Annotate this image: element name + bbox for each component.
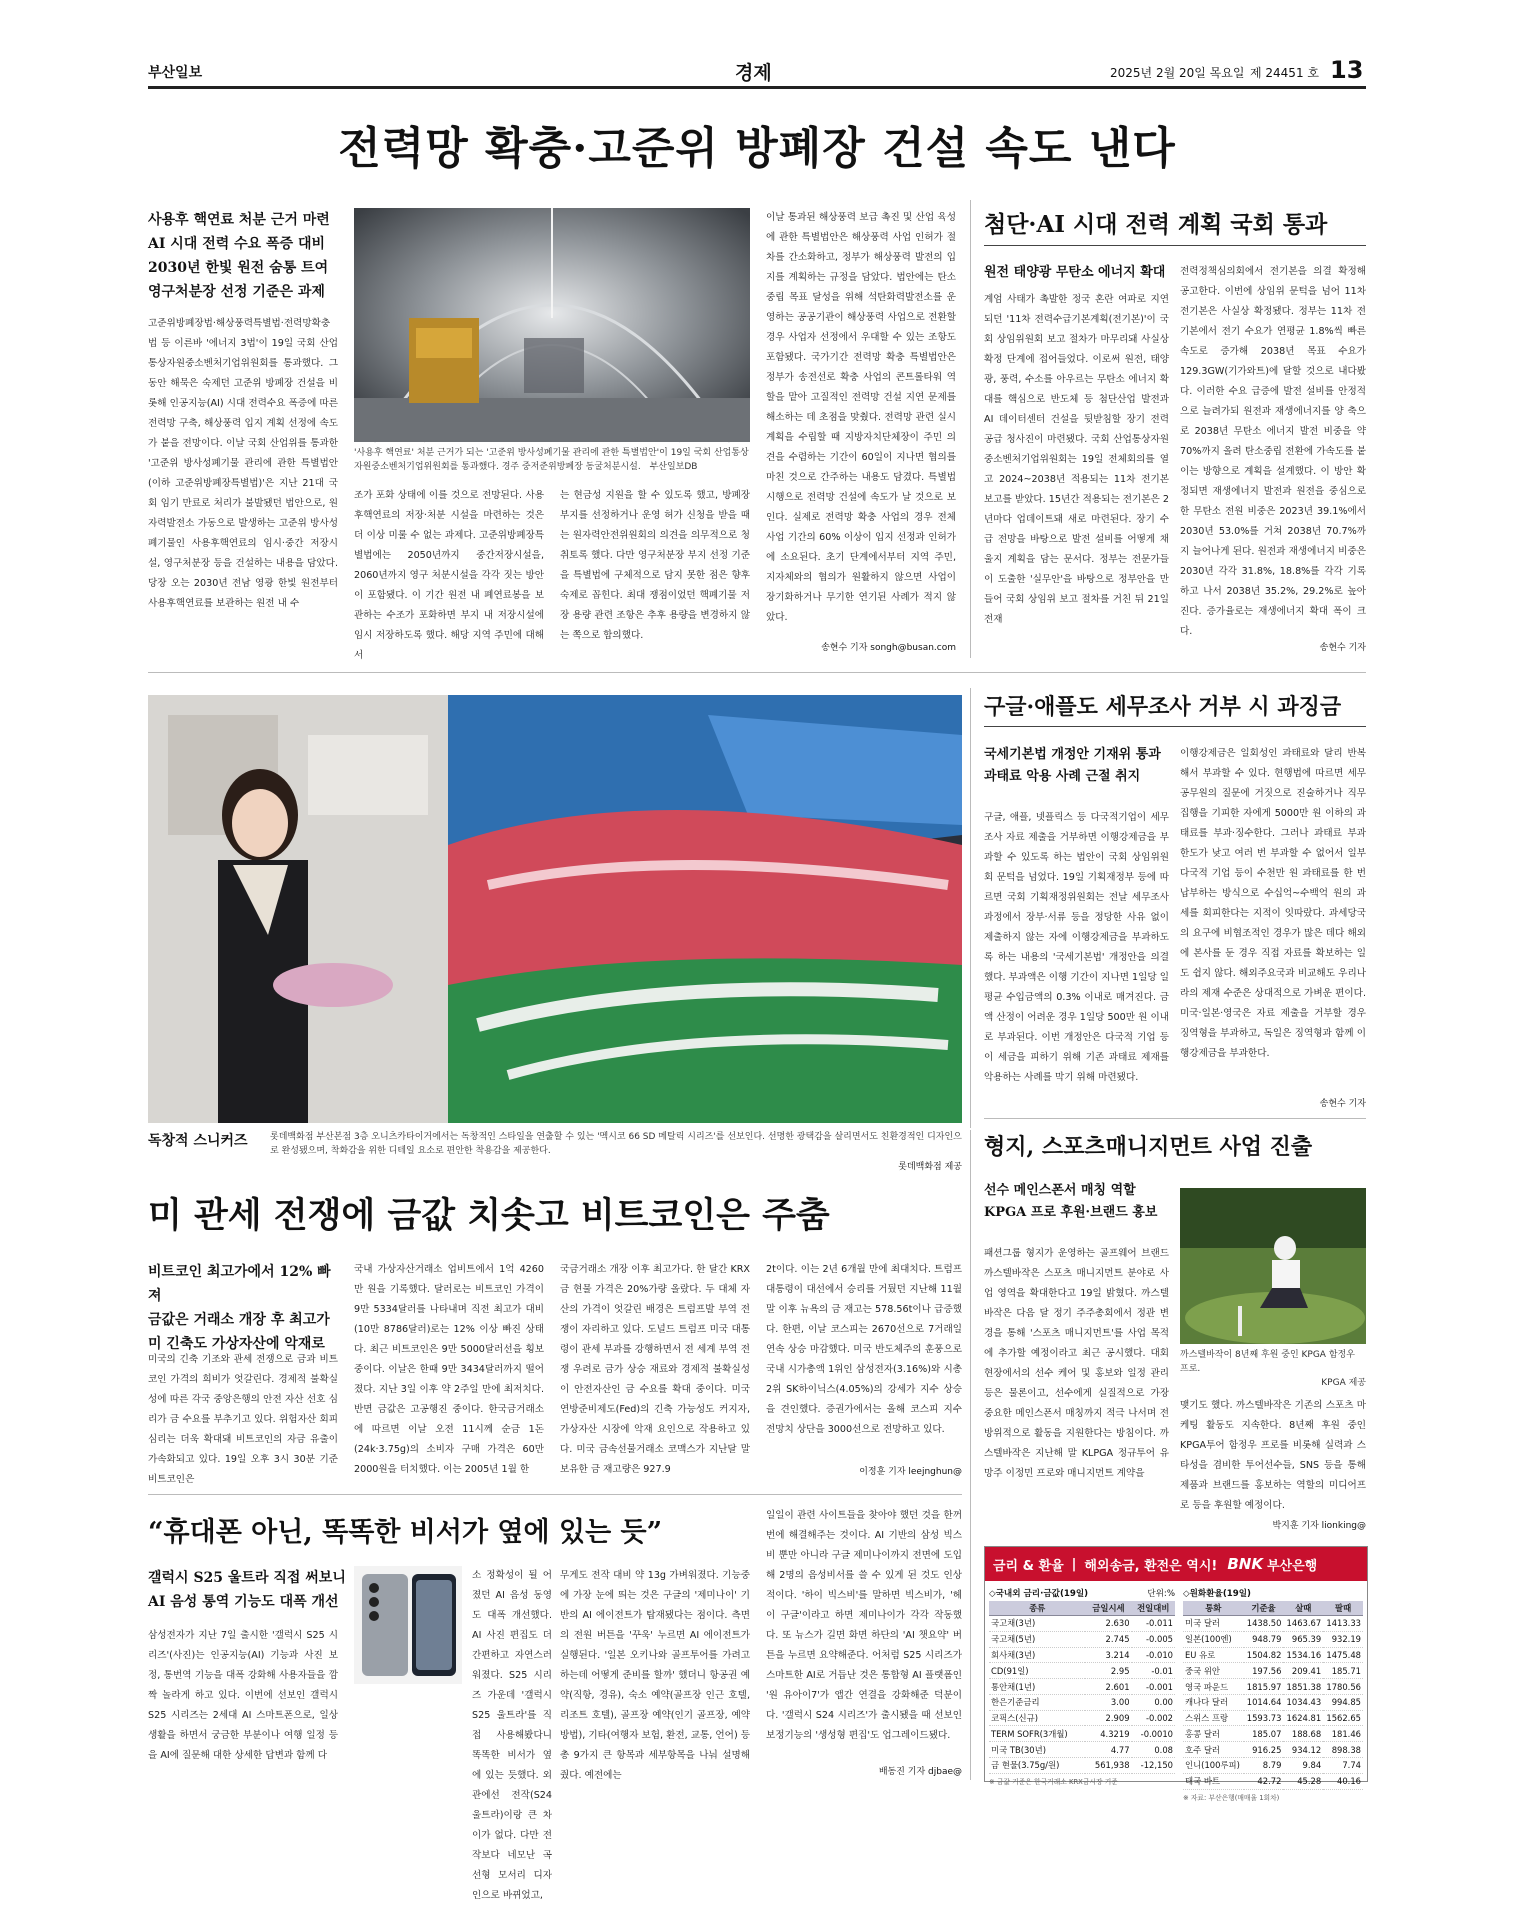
issue-date: 2025년 2월 20일 목요일 <box>1110 66 1245 80</box>
rates-row <box>989 1726 1175 1742</box>
table-cell: 1475.48 <box>1323 1647 1363 1663</box>
golf-sub <box>984 1180 1169 1224</box>
table-cell: 1593.73 <box>1244 1710 1284 1726</box>
fx-row <box>1183 1742 1363 1758</box>
rates-row <box>989 1679 1175 1695</box>
table-cell: 1780.56 <box>1323 1679 1363 1695</box>
lead-line: 금값은 거래소 개장 후 최고가 <box>148 1312 330 1328</box>
phone-byline: 배동진 기자 djbae@ <box>878 1767 962 1777</box>
tax-sub-line: 국세기본법 개정안 기재위 통과 <box>984 747 1161 762</box>
rates-row <box>989 1631 1175 1647</box>
rates-row <box>989 1663 1175 1679</box>
table-cell: 932.19 <box>1323 1631 1363 1647</box>
tax-sub-line: 과태료 악용 사례 근절 취지 <box>984 769 1141 784</box>
main-col-4: 이날 통과된 해상풍력 보급 촉진 및 산업 육성에 관한 특별법안은 해상풍력 사업 인허가 절차를 간소화하고, 정부가 해상풍력 발전의 입지를 계획하는 규정을 담았다. 법안에는 탄소중립 목표 달성을 위해 석탄화력발전소를 운영하는 공공기관이 해상풍력 사업으로 전환할 경우 사업자 선정에서 우대할 수 있는 조항도 포함됐다. 국가기간 전력망 확충 특별법안은 정부가 송전선로 확충 사업의 콘트롤타워 역할을 맡아 고질적인 전력망 건설 지연 문제를 해소하는 데 초점을 맞췄다. 전력망 관련 실시계획을 수립할 때 지방자치단체장이 주민 의견을 수렴하는 기간이 60일이 지나면 협의를 마친 것으로 간주하는 내용도 담겼다. 특별법 시행으로 전력망 건설에 속도가 날 것으로 보인다. 실제로 전력망 확충 사업의 경우 전체 사업 기간의 60% 이상이 입지 선정과 인허가에 소요된다. 초기 단계에서부터 지역 주민, 지자체와의 협의가 원활하지 않으면 사업이 장기화하거나 무기한 연기된 사례가 적지 않았다. <box>766 212 956 623</box>
table-cell: -0.01 <box>1132 1663 1175 1679</box>
rates-note: ※ 금값 기준은 한국거래소 KRX금시장 기준 <box>989 1777 1118 1786</box>
section-rule <box>148 672 1366 673</box>
table-cell: 1624.81 <box>1283 1710 1323 1726</box>
fx-panel <box>1183 1587 1363 1802</box>
table-cell: 197.56 <box>1244 1663 1284 1679</box>
table-cell: 코픽스(신규) <box>989 1710 1085 1726</box>
column-divider <box>970 1130 971 1780</box>
rates-box <box>984 1546 1368 1802</box>
phone-col-2a: 소 정확성이 될 어졌던 AI 음성 동영도 대폭 개선했다. AI 사진 편집도 더 간편하고 자연스러워졌다. S25 시리즈 가운데 '갤럭시 S25 울트라'를 직접 사용해봤다니 똑똑한 비서가 옆에 있는 듯했다. 외관에선 전작(S24 울트라)이랑 큰 차이가 없다. 다만 전작보다 네모난 곡선형 모서리 디자인으로 바뀌었고, <box>472 1570 552 1901</box>
phone-col-1: 삼성전자가 지난 7일 출시한 '갤럭시 S25 시리즈'(사진)는 인공지능(AI) 기능과 사진 보정, 통번역 기능을 대폭 강화해 사용자들을 깜짝 놀라게 하고 있다. 이번에 선보인 갤럭시 S25 시리즈는 2세대 AI 스마트폰으로, 일상 생활을 하면서 궁금한 부분이나 여행 일정 등을 AI에 질문해 대한 상세한 답변과 함께 다 <box>148 1630 338 1761</box>
table-cell: 호주 달러 <box>1183 1742 1244 1758</box>
ai-rule <box>984 245 1366 246</box>
tunnel-caption <box>354 446 750 474</box>
section-rule <box>984 1118 1366 1119</box>
table-cell: 0.08 <box>1132 1742 1175 1758</box>
rates-row <box>989 1742 1175 1758</box>
ai-col-1: 계엄 사태가 촉발한 정국 혼란 여파로 지연되던 '11차 전력수급기본계획(전기본)'이 국회 상임위원회 보고 절차가 마무리돼 사실상 확정 단계에 접어들었다. 이로써 원전, 태양광, 풍력, 수소를 아우르는 무탄소 에너지 확대를 핵심으로 반도체 등 첨단산업 발전과 AI 데이터센터 건설을 뒷받침할 장기 전력 공급 청사진이 마련됐다. 국회 산업통상자원중소벤처기업위원회는 19일 전체회의를 열고 2024~2038년 적용되는 11차 전기본 보고를 받았다. 15년간 적용되는 전기본은 2년마다 업데이트돼 새로 마련된다. 장기 수급 전망을 바탕으로 발전 설비를 어떻게 채울지 계획을 담는 문서다. 정부는 전문가들이 도출한 '실무안'을 바탕으로 정부안을 만들어 국회 상임위 보고 절차를 거친 뒤 21일 전재 <box>984 294 1169 625</box>
lead-line: 사용후 핵연료 처분 근거 마련 <box>148 212 330 228</box>
fx-table <box>1183 1601 1363 1790</box>
table-cell: 994.85 <box>1323 1694 1363 1710</box>
lead-line: 2030년 한빛 원전 숨통 트여 <box>148 260 329 276</box>
table-header-cell: 금일시세 <box>1085 1601 1131 1616</box>
table-cell: 2.745 <box>1085 1631 1131 1647</box>
fx-title: ◇원화환율(19일) <box>1183 1589 1251 1599</box>
ai-byline: 송현수 기자 <box>1319 643 1366 653</box>
section-name: 경제 <box>735 62 772 84</box>
table-cell: 898.38 <box>1323 1742 1363 1758</box>
table-cell: 2.630 <box>1085 1616 1131 1632</box>
rates-row <box>989 1710 1175 1726</box>
golf-caption <box>1180 1348 1366 1390</box>
table-cell: -0.002 <box>1132 1710 1175 1726</box>
table-cell: 42.72 <box>1244 1773 1284 1789</box>
table-header-cell: 통화 <box>1183 1601 1244 1616</box>
rates-row <box>989 1758 1175 1774</box>
golf-sub-line: KPGA 프로 후원·브랜드 홍보 <box>984 1205 1158 1220</box>
main-lead <box>148 208 338 304</box>
table-cell: 영국 파운드 <box>1183 1679 1244 1695</box>
phone-photo <box>354 1566 462 1684</box>
main-col-2: 조가 포화 상태에 이를 것으로 전망된다. 사용후핵연료의 저장·처분 시설을 마련하는 것은 더 이상 미룰 수 없는 과제다. 고준위방폐장특별법에는 2050년까지 중간저장시설을, 2060년까지 영구 처분시설을 각각 짓는 방안이 포함됐다. 이 기간 원전 내 폐연료봉을 보관하는 수조가 포화하면 부지 내 저장시설에 임시 저장하도록 했다. 해당 지역 주민에 대해서 <box>354 490 544 661</box>
table-cell: 금 현물(3.75g/원) <box>989 1758 1085 1774</box>
sneaker-caption: 롯데백화점 부산본점 3층 오니츠카타이거에서는 독창적인 스타일을 연출할 수 있는 '멕시코 66 SD 메탈릭 시리즈'를 선보인다. 선명한 광택감을 살리면서도 친환경적인 디자인으로 완성됐으며, 착화감을 위한 디테일 요소로 편안한 착용감을 제공한다. <box>270 1132 962 1156</box>
tax-col-1: 구글, 애플, 넷플릭스 등 다국적기업이 세무조사 자료 제출을 거부하면 이행강제금을 부과할 수 있도록 하는 법안이 국회 상임위원회 문턱을 넘었다. 19일 기획재정부 등에 따르면 국회 기획재정위원회는 전날 세무조사 과정에서 장부·서류 등을 정당한 사유 없이 제출하지 않는 자에 이행강제금을 부과하도록 하는 내용의 '국세기본법' 개정안을 의결했다. 부과액은 이행 기간이 지나면 1일당 일평균 수입금액의 0.3% 이내로 매겨진다. 금액 산정이 어려운 경우 1일당 500만 원 이내로 부과된다. 이번 개정안은 다국적 기업 등이 세금을 피하기 위해 기존 과태료 제재를 악용하는 사례를 막기 위해 마련됐다. <box>984 812 1169 1083</box>
table-header-cell: 팔때 <box>1323 1601 1363 1616</box>
main-col-1: 고준위방폐장법·해상풍력특별법·전력망확충법 등 이른바 '에너지 3법'이 19일 국회 산업통상자원중소벤처기업위원회를 통과했다. 그동안 해묵은 숙제던 고준위 방폐장 건설을 비롯해 인공지능(AI) 시대 전력수요 폭증에 따른 전력망 구축, 해상풍력 입지 계획 선정에 속도가 붙을 전망이다. 이날 국회 산업위를 통과한 '고준위 방사성폐기물 관리에 관한 특별법안(이하 고준위방폐장특별법)'은 지난 21대 국회 임기 만료로 처리가 불발됐던 법안으로, 원자력발전소 가동으로 발생하는 고준위 방사성폐기물인 사용후핵연료의 임시·중간 저장시설, 영구처분장 등을 건설하는 내용을 담았다. 당장 오는 2030년 전남 영광 한빛 원전부터 사용후핵연료를 보관하는 원전 내 수 <box>148 318 338 609</box>
table-cell: 인니(100루피) <box>1183 1758 1244 1774</box>
table-cell: 1534.16 <box>1283 1647 1323 1663</box>
sneaker-credit: 롯데백화점 제공 <box>898 1162 962 1172</box>
golf-caption-text: 까스텔바작이 8년째 후원 중인 KPGA 함정우 프로. <box>1180 1350 1355 1374</box>
rates-row <box>989 1616 1175 1632</box>
golf-credit: KPGA 제공 <box>1321 1378 1366 1388</box>
golf-photo <box>1180 1188 1366 1344</box>
fx-row <box>1183 1663 1363 1679</box>
table-cell: 국고채(3년) <box>989 1616 1085 1632</box>
fx-row <box>1183 1679 1363 1695</box>
fx-row <box>1183 1631 1363 1647</box>
lead-line: 미 긴축도 가상자산에 악재로 <box>148 1336 325 1352</box>
table-cell: CD(91일) <box>989 1663 1085 1679</box>
fx-row <box>1183 1758 1363 1774</box>
table-cell: 2.601 <box>1085 1679 1131 1695</box>
table-cell: 통안채(1년) <box>989 1679 1085 1695</box>
table-cell: 캐나다 달러 <box>1183 1694 1244 1710</box>
table-cell: EU 유로 <box>1183 1647 1244 1663</box>
column-divider <box>970 688 971 1128</box>
gold-col-2: 국내 가상자산거래소 업비트에서 1억 4260만 원을 기록했다. 달러로는 비트코인 가격이 9만 5334달러를 나타내며 직전 최고가 대비(10만 8786달러)로는 12% 이상 빠진 상태다. 최근 비트코인은 9만 5000달러선을 횡보 중이다. 이날은 한때 9만 3434달러까지 떨어졌다. 지난 3일 이후 약 2주일 만에 최저치다. 반면 금값은 고공행진 중이다. 한국금거래소에 따르면 이날 오전 11시께 순금 1돈(24k·3.75g)의 소비자 구매 가격은 60만 2000원을 터치했다. 이는 2005년 1월 한 <box>354 1264 544 1475</box>
table-cell: 1562.65 <box>1323 1710 1363 1726</box>
table-cell: 0.00 <box>1132 1694 1175 1710</box>
tax-rule <box>984 726 1366 727</box>
table-cell: 홍콩 달러 <box>1183 1726 1244 1742</box>
paper-name: 부산일보 <box>148 65 203 81</box>
table-header-cell: 종류 <box>989 1601 1085 1616</box>
table-cell: 965.39 <box>1283 1631 1323 1647</box>
golf-col-1: 패션그룹 형지가 운영하는 골프웨어 브랜드 까스텔바작은 스포츠 매니지먼트 분야로 사업 영역을 확대한다고 19일 밝혔다. 까스텔바작은 다음 달 정기 주주총회에서 정관 변경을 통해 '스포츠 매니지먼트'를 사업 목적에 추가할 예정이라고 최근 공시했다. 대회 현장에서의 선수 케어 및 홍보와 일정 관리 등은 물론이고, 선수에게 실질적으로 가장 중요한 메인스폰서 매칭까지 적극 나서며 전방위적으로 활동을 지원한다는 방침이다. 까스텔바작은 지난해 말 KLPGA 정규투어 유망주 이정민 프로와 매니지먼트 계약을 <box>984 1248 1169 1479</box>
table-cell: 태국 바트 <box>1183 1773 1244 1789</box>
rates-unit: 단위:% <box>1147 1589 1175 1599</box>
table-cell: 3.00 <box>1085 1694 1131 1710</box>
table-cell: 209.41 <box>1283 1663 1323 1679</box>
phone-col-4: 일일이 관련 사이트들을 찾아야 했던 것을 한꺼번에 해결해주는 것이다. AI 기반의 삼성 빅스비 뿐만 아니라 구글 제미나이까지 전면에 도입해 2명의 음성비서를 쓸 수 있게 된 것도 인상적이다. '하이 빅스비'를 말하면 빅스비가, '헤이 구글'이라고 하면 제미나이가 각각 작동했다. 또 뉴스가 길면 화면 하단의 'AI 챗요약' 버튼을 누르면 요약해준다. 어처럼 S25 시리즈가 스마트한 AI로 거듭난 것은 통합형 AI 플랫폼인 '원 유아이7'가 앱간 연결을 강화해준 덕분이다. '갤럭시 S24 시리즈'가 출시됐을 때 선보인 보정기능의 '생성형 편집'도 업그레이드됐다. <box>766 1510 962 1741</box>
fx-row <box>1183 1726 1363 1742</box>
ai-sub: 원전 태양광 무탄소 에너지 확대 <box>984 265 1166 280</box>
table-cell: 916.25 <box>1244 1742 1284 1758</box>
table-cell: 561,938 <box>1085 1758 1131 1774</box>
table-cell: 미국 달러 <box>1183 1616 1244 1632</box>
table-cell: TERM SOFR(3개월) <box>989 1726 1085 1742</box>
ai-col-2: 전력정책심의회에서 전기본을 의결 확정해 공고한다. 이번에 상임위 문턱을 넘어 11차 전기본은 사실상 확정됐다. 정부는 11차 전기본에서 전기 수요가 연평균 1.8%씩 빠른 속도로 증가해 2038년 목표 수요가 129.3GW(기가와트)에 달할 것으로 내다봤다. 이러한 수요 급증에 발전 설비를 안정적으로 늘려가되 원전과 재생에너지를 양 축으로 2038년 무탄소 에너지 발전 비중을 약 70%까지 올려 탄소중립 전환에 가속도를 붙이는 방향으로 계획을 설계했다. 이 방안 확정되면 재생에너지 발전과 원전을 중심으로 한 무탄소 전원 비중은 2023년 39.1%에서 2030년 53.0%를 거쳐 2038년 70.7%까지 늘어나게 된다. 원전과 재생에너지 비중은 2030년 각각 31.8%, 18.8%를 각각 기록하고 나서 2038년 35.2%, 29.2%로 높아진다. 증가율로는 재생에너지 확대 폭이 크다. <box>1180 266 1366 637</box>
fx-row <box>1183 1694 1363 1710</box>
rates-table <box>989 1601 1175 1774</box>
main-col-3: 는 현금성 지원을 할 수 있도록 했고, 방폐장 부지를 선정하거나 운영 허가 신청을 받을 때는 원자력안전위원회의 의견을 의무적으로 청취토록 했다. 다만 영구처분장 부지 선정 기준을 특별법에 구체적으로 담지 못한 점은 향후 숙제로 꼽힌다. 최대 쟁점이었던 핵폐기물 저장 용량 관련 조항은 추후 용량을 변경하지 않는 쪽으로 합의했다. <box>560 490 750 641</box>
banner-slogan: 해외송금, 환전은 역시! <box>1084 1558 1218 1574</box>
table-header-cell: 전일대비 <box>1132 1601 1175 1616</box>
golf-sub-line: 선수 메인스폰서 매칭 역할 <box>984 1183 1136 1198</box>
table-cell: 회사채(3년) <box>989 1647 1085 1663</box>
fx-row <box>1183 1773 1363 1789</box>
gold-byline: 이정훈 기자 leejnghun@ <box>859 1467 962 1477</box>
table-cell: -0.005 <box>1132 1631 1175 1647</box>
table-cell: 948.79 <box>1244 1631 1284 1647</box>
rates-row <box>989 1694 1175 1710</box>
table-cell: 9.84 <box>1283 1758 1323 1774</box>
table-cell: -0.001 <box>1132 1679 1175 1695</box>
lead-line: 갤럭시 S25 울트라 직접 써보니 <box>148 1570 346 1586</box>
table-cell: 중국 위안 <box>1183 1663 1244 1679</box>
table-cell: -0.011 <box>1132 1616 1175 1632</box>
table-cell: 1504.82 <box>1244 1647 1284 1663</box>
table-cell: 185.71 <box>1323 1663 1363 1679</box>
tunnel-caption-text: '사용후 핵연료' 처분 근거가 되는 '고준위 방사성폐기물 관리에 관한 특별법안'이 19일 국회 산업통상자원중소벤처기업위원회를 통과했다. 경주 중저준위방폐장 동굴처분시설. <box>354 448 749 472</box>
masthead-rule <box>148 86 1366 89</box>
tax-headline: 구글·애플도 세무조사 거부 시 과징금 <box>984 694 1342 720</box>
phone-headline: “휴대폰 아닌, 똑똑한 비서가 옆에 있는 듯” <box>148 1517 663 1548</box>
table-cell: 3.214 <box>1085 1647 1131 1663</box>
table-cell: 국고채(5년) <box>989 1631 1085 1647</box>
banner-title: 금리 & 환율 <box>993 1558 1064 1574</box>
table-cell: 2.95 <box>1085 1663 1131 1679</box>
table-cell: 185.07 <box>1244 1726 1284 1742</box>
sneaker-photo <box>148 695 962 1123</box>
column-divider <box>970 200 971 658</box>
phone-col-3: 무게도 전작 대비 약 13g 가벼워졌다. 기능중에 가장 눈에 띄는 것은 구글의 '제미나이' 기반의 AI 에이전트가 탑재됐다는 점이다. 측면의 전원 버튼을 '꾸욱' 누르면 AI 에이전트가 실행된다. '일본 오키나와 골프투어를 가려고 하는데 어떻게 준비를 할까' 했더니 항공권 예약(직항, 경유), 숙소 예약(골프장 인근 호텔, 리조트 호텔), 골프장 예약(인기 골프장, 예약방법), 기타(여행자 보험, 환전, 교통, 언어) 등 총 9가지 큰 항목과 세부항목을 나눠 설명해줬다. 예전에는 <box>560 1570 751 1781</box>
gold-headline: 미 관세 전쟁에 금값 치솟고 비트코인은 주춤 <box>148 1195 830 1236</box>
lead-line: AI 시대 전력 수요 폭증 대비 <box>148 236 326 252</box>
gold-col-4: 2t이다. 이는 2년 6개월 만에 최대치다. 트럼프 대통령이 대선에서 승리를 거뒀던 지난해 11월 말 이후 뉴욕의 금 재고는 578.56t이나 급증했다. 한편, 이날 코스피는 2670선으로 7거래일 연속 상승 마감했다. 미국 반도체주의 훈풍으로 국내 시가총액 1위인 삼성전자(3.16%)와 시총 2위 SK하이닉스(4.05%)의 강세가 지수 상승을 견인했다. 증권가에서는 올해 코스피 지수 전망치 상단을 3000선으로 전망하고 있다. <box>766 1264 962 1435</box>
table-cell: 일본(100엔) <box>1183 1631 1244 1647</box>
table-cell: 45.28 <box>1283 1773 1323 1789</box>
fx-row <box>1183 1647 1363 1663</box>
phone-lead <box>148 1566 348 1614</box>
table-cell: 8.79 <box>1244 1758 1284 1774</box>
gold-col-3: 국금거래소 개장 이후 최고가다. 한 달간 KRX 금 현물 가격은 20%가량 올랐다. 두 대체 자산의 가격이 엇갈린 배경은 트럼프발 부역 전쟁이 자리하고 있다. 도널드 트럼프 미국 대통령이 관세 부과를 강행하면서 전 세계 부역 전쟁 우려로 금가 상승 재료와 경제적 불확실성이 안전자산인 금 수요를 확대 중이다. 미국 연방준비제도(Fed)의 긴축 가능성도 커지자, 가상자산 시장에 악재 요인으로 작용하고 있다. 미국 금속선물거래소 코맥스가 지난달 말 보유한 금 재고량은 927.9 <box>560 1264 750 1475</box>
tax-byline: 송현수 기자 <box>1319 1099 1366 1109</box>
tax-col-2: 이행강제금은 일회성인 과태료와 달리 반복해서 부과할 수 있다. 현행법에 따르면 세무공무원의 질문에 거짓으로 진술하거나 직무집행을 기피한 자에게 5000만 원 이하의 과태료를 부과·징수한다. 그러나 과태료 부과 한도가 낮고 여러 번 부과할 수 없어서 일부 다국적 기업 등이 수천만 원 과태료를 한 번 납부하는 방식으로 수십억~수백억 원의 과세를 회피한다는 지적이 잇따랐다. 과세당국의 요구에 비협조적인 경우가 많은 데다 해외에 본사를 둔 경우 직접 자료를 확보하는 일도 쉽지 않다. 해외주요국과 비교해도 우리나라의 제재 수준은 상대적으로 가벼운 편이다. 미국·일본·영국은 자료 제출을 거부할 경우 징역형을 부과하고, 독일은 징역형과 함께 이행강제금을 부과한다. <box>1180 748 1366 1059</box>
table-cell: 1851.38 <box>1283 1679 1323 1695</box>
table-header-cell: 살때 <box>1283 1601 1323 1616</box>
page-number: 13 <box>1330 56 1364 84</box>
table-cell: 한은기준금리 <box>989 1694 1085 1710</box>
tunnel-credit: 부산일보DB <box>649 462 698 472</box>
table-header-cell: 기준율 <box>1244 1601 1284 1616</box>
main-byline: 송현수 기자 songh@busan.com <box>821 643 956 653</box>
rates-row <box>989 1647 1175 1663</box>
fx-note: ※ 자료: 부산은행(매매율 1회차) <box>1183 1793 1280 1802</box>
table-cell: 4.77 <box>1085 1742 1131 1758</box>
table-cell: 188.68 <box>1283 1726 1323 1742</box>
sneaker-caption-title: 독창적 스니커즈 <box>148 1133 248 1149</box>
table-cell: -0.0010 <box>1132 1726 1175 1742</box>
gold-lead <box>148 1260 338 1356</box>
rates-banner: 금리 & 환율 | 해외송금, 환전은 역시! BNK 부산은행 <box>985 1547 1367 1581</box>
table-cell: 4.3219 <box>1085 1726 1131 1742</box>
fx-row <box>1183 1710 1363 1726</box>
table-cell: 1815.97 <box>1244 1679 1284 1695</box>
fx-row <box>1183 1616 1363 1632</box>
tunnel-photo <box>354 208 750 442</box>
tax-sub <box>984 744 1169 788</box>
golf-headline: 형지, 스포츠매니지먼트 사업 진출 <box>984 1134 1313 1160</box>
golf-col-2: 맺기도 했다. 까스텔바작은 기존의 스포츠 마케팅 활동도 지속한다. 8년째 후원 중인 KPGA투어 함정우 프로를 비롯해 실력과 스타성을 겸비한 투어선수들, SNS 등을 통해 제품과 브랜드를 홍보하는 역할의 미디어프로 등을 후원할 예정이다. <box>1180 1400 1366 1511</box>
gold-col-1: 미국의 긴축 기조와 관세 전쟁으로 금과 비트코인 가격의 희비가 엇갈린다. 경제적 불확실성에 따른 각국 중앙은행의 안전 자산 선호 심리가 금 수요를 부추기고 있다. 위험자산 회피 심리는 더욱 확대돼 비트코인의 자금 유출이 가속화되고 있다. 19일 오후 3시 30분 기준 비트코인은 <box>148 1354 338 1485</box>
rates-panel <box>989 1587 1175 1802</box>
table-cell: 스위스 프랑 <box>1183 1710 1244 1726</box>
table-cell: -12,150 <box>1132 1758 1175 1774</box>
table-cell: 1413.33 <box>1323 1616 1363 1632</box>
lead-line: 영구처분장 선정 기준은 과제 <box>148 284 325 300</box>
table-cell: 2.909 <box>1085 1710 1131 1726</box>
lead-line: 비트코인 최고가에서 12% 빠져 <box>148 1264 331 1304</box>
table-cell: 7.74 <box>1323 1758 1363 1774</box>
table-cell: 1438.50 <box>1244 1616 1284 1632</box>
issue-number: 제 24451 호 <box>1250 66 1319 80</box>
table-cell: -0.010 <box>1132 1647 1175 1663</box>
bank-logo: BNK <box>1227 1555 1263 1573</box>
section-rule <box>148 1494 962 1495</box>
table-cell: 1463.67 <box>1283 1616 1323 1632</box>
lead-line: AI 음성 통역 기능도 대폭 개선 <box>148 1594 339 1610</box>
table-cell: 40.16 <box>1323 1773 1363 1789</box>
table-cell: 1034.43 <box>1283 1694 1323 1710</box>
main-headline: 전력망 확충·고준위 방폐장 건설 속도 낸다 <box>338 123 1176 174</box>
bank-name: 부산은행 <box>1266 1558 1318 1574</box>
ai-headline: 첨단·AI 시대 전력 계획 국회 통과 <box>984 211 1328 238</box>
rates-title: ◇국내외 금리·금값(19일) <box>989 1589 1089 1599</box>
table-cell: 1014.64 <box>1244 1694 1284 1710</box>
table-cell: 934.12 <box>1283 1742 1323 1758</box>
golf-byline: 박지훈 기자 lionking@ <box>1272 1521 1366 1531</box>
table-cell: 미국 TB(30년) <box>989 1742 1085 1758</box>
table-cell: 181.46 <box>1323 1726 1363 1742</box>
